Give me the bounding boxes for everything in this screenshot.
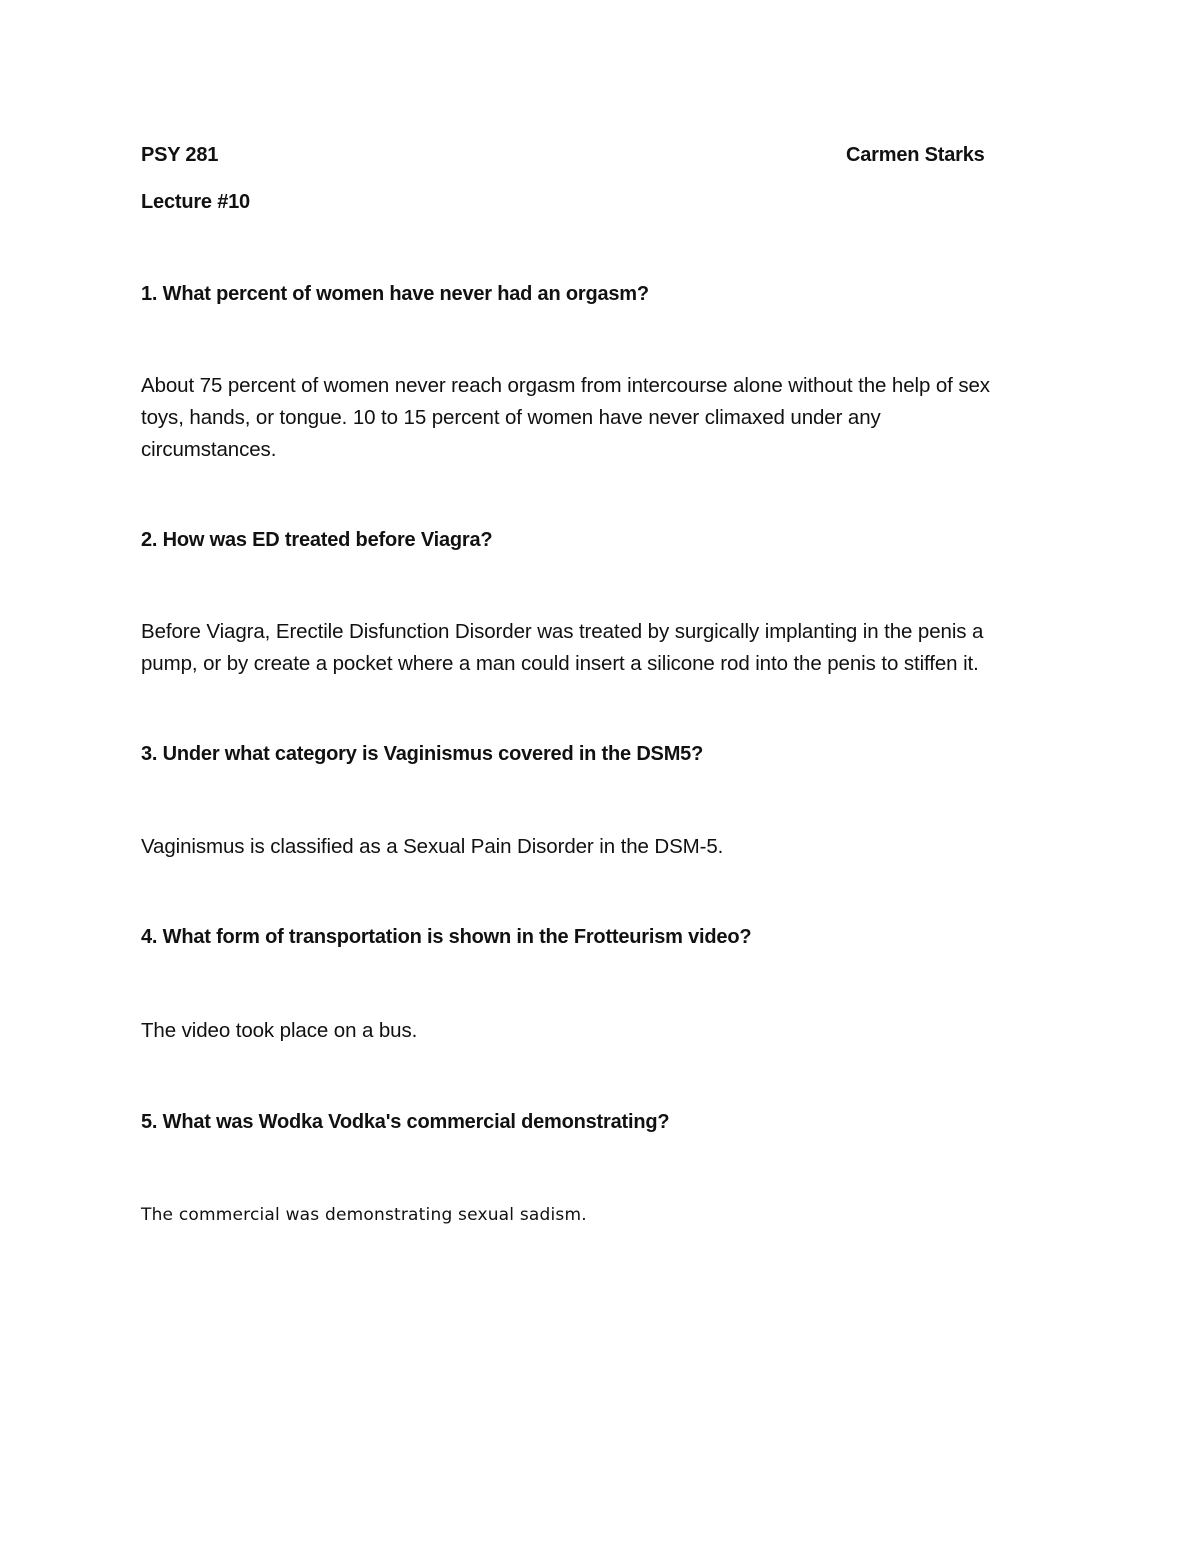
question-2: 2. How was ED treated before Viagra? bbox=[141, 529, 493, 551]
lecture-number: Lecture #10 bbox=[141, 191, 250, 213]
answer-3-line-1: Vaginismus is classified as a Sexual Pain Disorder in the DSM-5. bbox=[141, 835, 724, 858]
answer-5-line-1: The commercial was demonstrating sexual sadism. bbox=[141, 1205, 587, 1225]
question-1: 1. What percent of women have never had an orgasm? bbox=[141, 283, 649, 305]
answer-1-line-2: toys, hands, or tongue. 10 to 15 percent of women have never climaxed under any bbox=[141, 406, 881, 429]
answer-2-line-2: pump, or by create a pocket where a man could insert a silicone rod into the penis to stiffen it. bbox=[141, 652, 979, 675]
question-3: 3. Under what category is Vaginismus covered in the DSM5? bbox=[141, 743, 704, 765]
answer-2-line-1: Before Viagra, Erectile Disfunction Disorder was treated by surgically implanting in the penis a bbox=[141, 620, 984, 643]
question-4: 4. What form of transportation is shown in the Frotteurism video? bbox=[141, 926, 752, 948]
answer-1-line-3: circumstances. bbox=[141, 438, 277, 461]
answer-1-line-1: About 75 percent of women never reach orgasm from intercourse alone without the help of sex bbox=[141, 374, 990, 397]
question-5: 5. What was Wodka Vodka's commercial demonstrating? bbox=[141, 1111, 670, 1133]
answer-4-line-1: The video took place on a bus. bbox=[141, 1019, 418, 1042]
course-code: PSY 281 bbox=[141, 144, 219, 166]
author-name: Carmen Starks bbox=[846, 144, 985, 166]
